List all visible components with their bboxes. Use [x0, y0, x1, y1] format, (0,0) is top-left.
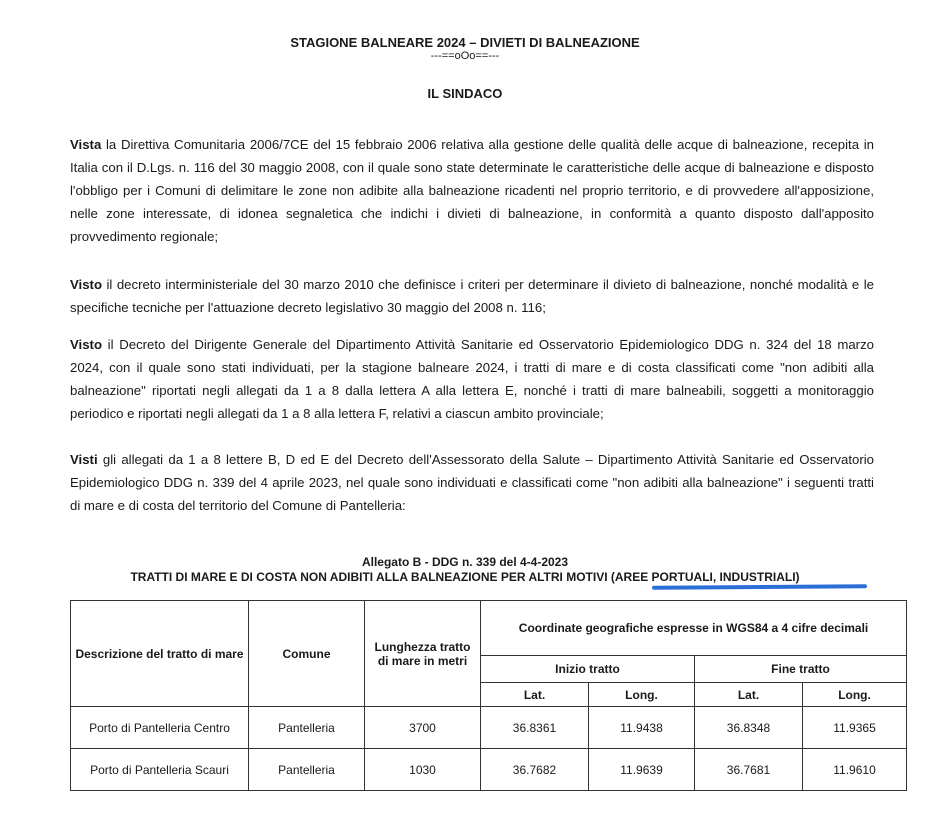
- highlight-underline: [652, 584, 867, 590]
- header-comune: Comune: [249, 601, 365, 707]
- issuer-heading: IL SINDACO: [427, 86, 503, 101]
- paragraph-visti-allegati: [70, 448, 874, 517]
- paragraph-lead: Visti: [70, 452, 98, 467]
- annex-caption: Allegato B - DDG n. 339 del 4-4-2023: [361, 555, 569, 569]
- paragraph-text: il Decreto del Dirigente Generale del Dipartimento Attività Sanitarie ed Osservatorio Epidemiologico DDG n. 324 del 18 marzo 2024, con il quale sono stati individuati, per la stagione balneare 2024, i tratti di mare e di costa classificati come "non adibiti alla balneazione" riportati negli allegati da 1 a 8 dalla lettera A alla lettera E, nonché i tratti di mare balneabili, soggetti a monitoraggio periodico e riportati negli allegati da 1 a 8 alla lettera F, relativi a ciascun ambito provinciale;: [70, 337, 874, 421]
- document-title: STAGIONE BALNEARE 2024 – DIVIETI DI BALNEAZIONE: [290, 35, 640, 50]
- cell-comune: Pantelleria: [249, 749, 365, 791]
- header-lat-fine: Lat.: [695, 683, 803, 707]
- header-inizio-tratto: Inizio tratto: [481, 656, 695, 683]
- cell-descrizione: Porto di Pantelleria Scauri: [71, 749, 249, 791]
- cell-descrizione: Porto di Pantelleria Centro: [71, 707, 249, 749]
- paragraph-text: la Direttiva Comunitaria 2006/7CE del 15 febbraio 2006 relativa alla gestione delle qualità delle acque di balneazione, recepita in Italia con il D.Lgs. n. 116 del 30 maggio 2008, con il quale sono state determinate le caratteristiche delle acque di balneazione e disposto l'obbligo per i Comuni di delimitare le zone non adibite alla balneazione ricadenti nel proprio territorio, e di provvedere all'apposizione, nelle zone interessate, di idonea segnaletica che indichi i divieti di balneazione, in conformità a quanto disposto dall'apposito provvedimento regionale;: [70, 137, 874, 244]
- paragraph-visto-ddg: [70, 333, 874, 425]
- cell-long-inizio: 11.9639: [589, 749, 695, 791]
- paragraph-lead: Vista: [70, 137, 102, 152]
- header-long-fine: Long.: [803, 683, 907, 707]
- title-ornament: ---==oOo==---: [430, 50, 500, 62]
- paragraph-text: il decreto interministeriale del 30 marzo 2010 che definisce i criteri per determinare il divieto di balneazione, nonché modalità e le specifiche tecniche per l'attuazione decreto legislativo 30 maggio del 2008 n. 116;: [70, 277, 874, 315]
- header-lunghezza: Lunghezza tratto di mare in metri: [365, 601, 481, 707]
- cell-lat-inizio: 36.8361: [481, 707, 589, 749]
- cell-lat-fine: 36.7681: [695, 749, 803, 791]
- cell-lat-fine: 36.8348: [695, 707, 803, 749]
- header-long-inizio: Long.: [589, 683, 695, 707]
- paragraph-visto-decreto: [70, 273, 874, 319]
- coastal-segments-table: [70, 600, 907, 791]
- cell-lunghezza: 1030: [365, 749, 481, 791]
- header-fine-tratto: Fine tratto: [695, 656, 907, 683]
- cell-long-fine: 11.9365: [803, 707, 907, 749]
- cell-comune: Pantelleria: [249, 707, 365, 749]
- header-descrizione: Descrizione del tratto di mare: [71, 601, 249, 707]
- paragraph-vista: [70, 133, 874, 248]
- cell-long-inizio: 11.9438: [589, 707, 695, 749]
- paragraph-lead: Visto: [70, 277, 103, 292]
- cell-long-fine: 11.9610: [803, 749, 907, 791]
- cell-lunghezza: 3700: [365, 707, 481, 749]
- annex-title: TRATTI DI MARE E DI COSTA NON ADIBITI ALLA BALNEAZIONE PER ALTRI MOTIVI (AREE PORTUALI, INDUSTRIALI): [130, 570, 800, 584]
- table-row: [71, 749, 907, 791]
- table-row: [71, 707, 907, 749]
- header-coordinate: Coordinate geografiche espresse in WGS84 a 4 cifre decimali: [481, 601, 907, 656]
- paragraph-lead: Visto: [70, 337, 103, 352]
- cell-lat-inizio: 36.7682: [481, 749, 589, 791]
- header-lat-inizio: Lat.: [481, 683, 589, 707]
- paragraph-text: gli allegati da 1 a 8 lettere B, D ed E del Decreto dell'Assessorato della Salute – Dipartimento Attività Sanitarie ed Osservatorio Epidemiologico DDG n. 339 del 4 aprile 2023, nel quale sono individuati e classificati come "non adibiti alla balneazione" i seguenti tratti di mare e di costa del territorio del Comune di Pantelleria:: [70, 452, 874, 513]
